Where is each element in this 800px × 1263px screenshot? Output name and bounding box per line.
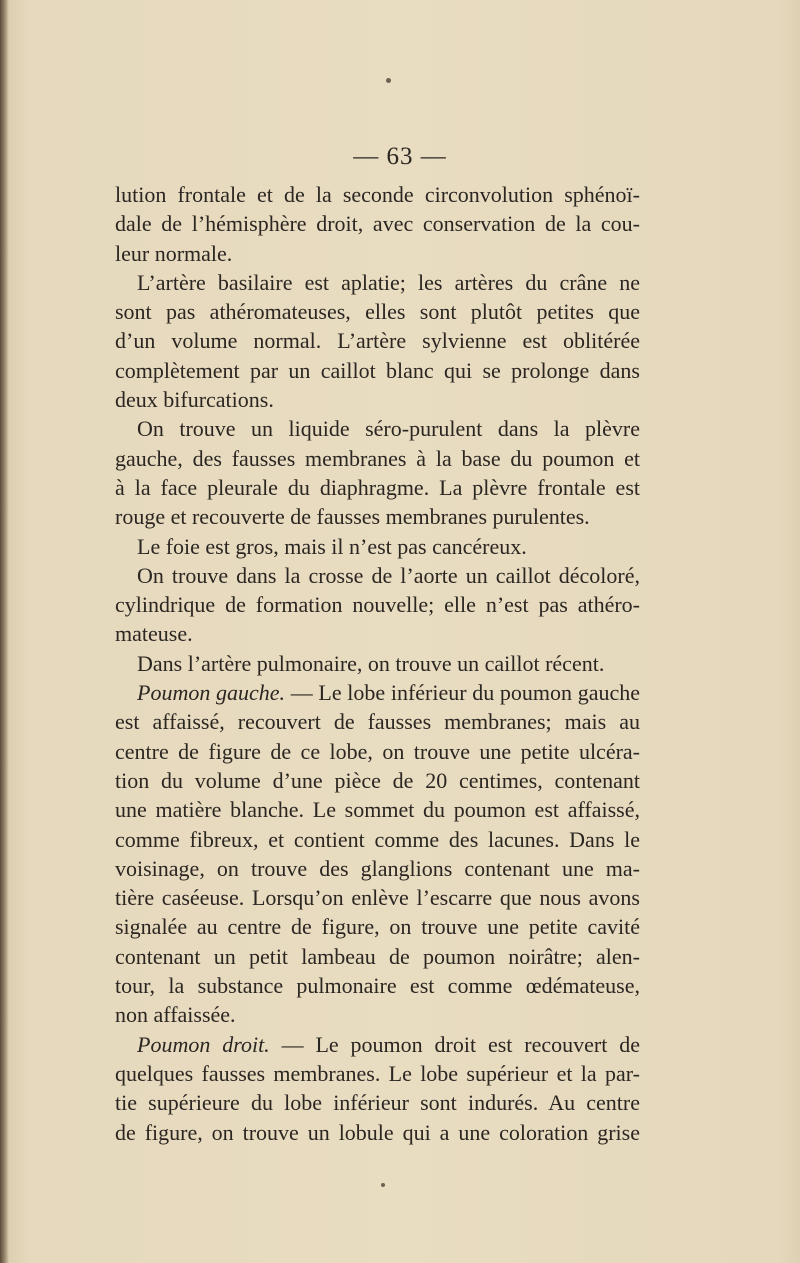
- line-text: tour, la substance pulmonaire est comme œdémateuse,: [115, 973, 640, 999]
- line-text: tie supérieure du lobe inférieur sont indurés. Au centre: [115, 1090, 640, 1116]
- text-line: [115, 619, 640, 648]
- text-line: [115, 942, 640, 971]
- ink-speck: [386, 78, 391, 83]
- line-text: tion du volume d’une pièce de 20 centimes, contenant: [115, 767, 640, 793]
- page-number: — 63 —: [353, 143, 447, 170]
- line-text: Le foie est gros, mais il n’est pas cancéreux.: [137, 533, 527, 559]
- text-line: [115, 180, 640, 209]
- text-line: [115, 444, 640, 473]
- line-text: non affaissée.: [115, 1002, 236, 1028]
- text-line: [115, 326, 640, 355]
- text-line: [115, 532, 640, 561]
- line-text: centre de figure de ce lobe, on trouve une petite ulcéra-: [115, 738, 640, 764]
- line-text: On trouve un liquide séro-purulent dans la plèvre: [137, 416, 640, 442]
- text-line: [115, 766, 640, 795]
- line-text: voisinage, on trouve des glanglions contenant une ma-: [115, 855, 640, 881]
- line-text: est affaissé, recouvert de fausses membranes; mais au: [115, 709, 640, 735]
- text-line: [115, 239, 640, 268]
- line-text: mateuse.: [115, 621, 193, 647]
- text-line: [115, 414, 640, 443]
- text-line: [115, 297, 640, 326]
- line-text: à la face pleurale du diaphragme. La plèvre frontale est: [115, 474, 640, 500]
- line-text: signalée au centre de figure, on trouve une petite cavité: [115, 914, 640, 940]
- line-text: sont pas athéromateuses, elles sont plutôt petites que: [115, 299, 640, 325]
- text-line: [115, 1118, 640, 1147]
- text-line: [115, 1030, 640, 1059]
- line-text: tière caséeuse. Lorsqu’on enlève l’escarre que nous avons: [115, 885, 640, 911]
- text-line: [115, 825, 640, 854]
- text-line: [115, 1088, 640, 1117]
- line-text: — Le lobe inférieur du poumon gauche: [285, 680, 641, 706]
- text-line: [115, 795, 640, 824]
- line-text: comme fibreux, et contient comme des lacunes. Dans le: [115, 826, 640, 852]
- text-line: [115, 883, 640, 912]
- line-text: quelques fausses membranes. Le lobe supérieur et la par-: [115, 1060, 640, 1086]
- text-line: [115, 1059, 640, 1088]
- line-text: d’un volume normal. L’artère sylvienne est oblitérée: [115, 328, 640, 354]
- line-text: deux bifurcations.: [115, 387, 274, 413]
- text-line: [115, 356, 640, 385]
- text-line: [115, 912, 640, 941]
- line-text: On trouve dans la crosse de l’aorte un caillot décoloré,: [137, 562, 640, 588]
- text-line: [115, 473, 640, 502]
- section-heading: Poumon droit.: [137, 1031, 270, 1057]
- line-text: dale de l’hémisphère droit, avec conservation de la cou-: [115, 211, 640, 237]
- line-text: — Le poumon droit est recouvert de: [269, 1031, 640, 1057]
- text-line: [115, 590, 640, 619]
- text-line: [115, 737, 640, 766]
- text-line: [115, 649, 640, 678]
- line-text: L’artère basilaire est aplatie; les artères du crâne ne: [137, 269, 640, 295]
- line-text: lution frontale et de la seconde circonvolution sphénoï-: [115, 182, 640, 207]
- text-line: [115, 268, 640, 297]
- line-text: rouge et recouverte de fausses membranes purulentes.: [115, 504, 590, 530]
- ink-speck: [381, 1183, 385, 1187]
- text-line: [115, 209, 640, 238]
- section-heading: Poumon gauche.: [137, 680, 286, 706]
- line-text: leur normale.: [115, 240, 233, 266]
- line-text: de figure, on trouve un lobule qui a une coloration grise: [115, 1119, 640, 1145]
- binding-shadow: [0, 0, 9, 1263]
- text-line: [115, 385, 640, 414]
- line-text: Dans l’artère pulmonaire, on trouve un caillot récent.: [137, 650, 605, 676]
- text-line: [115, 502, 640, 531]
- text-line: [115, 854, 640, 883]
- line-text: cylindrique de formation nouvelle; elle n’est pas athéro-: [115, 592, 640, 618]
- text-line: [115, 1000, 640, 1029]
- line-text: complètement par un caillot blanc qui se prolonge dans: [115, 357, 640, 383]
- body-text: [115, 180, 640, 1147]
- text-line: [115, 678, 640, 707]
- text-line: [115, 561, 640, 590]
- line-text: gauche, des fausses membranes à la base du poumon et: [115, 445, 640, 471]
- text-line: [115, 707, 640, 736]
- line-text: contenant un petit lambeau de poumon noirâtre; alen-: [115, 943, 640, 969]
- line-text: une matière blanche. Le sommet du poumon est affaissé,: [115, 797, 640, 823]
- text-line: [115, 971, 640, 1000]
